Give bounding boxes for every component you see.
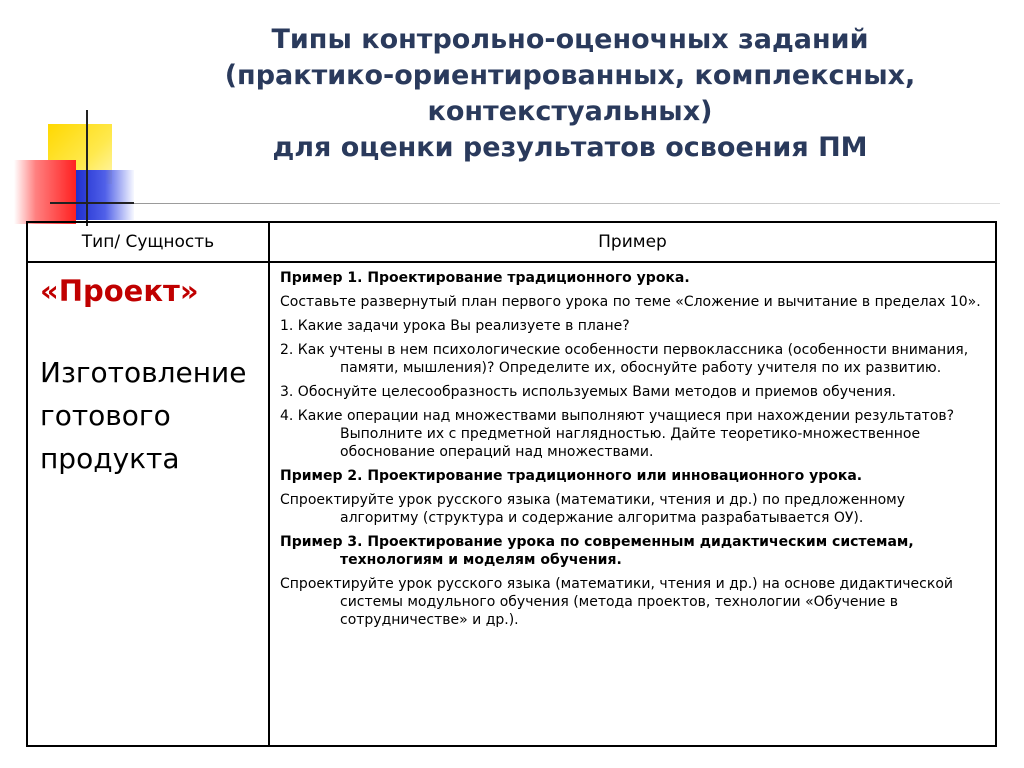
example-heading: Пример 3. Проектирование урока по современным дидактическим системам, технологиям и моделям обучения. xyxy=(280,534,914,568)
title-line-3: контекстуальных) xyxy=(427,96,713,127)
example-cell xyxy=(269,262,996,746)
logo-horizontal-line xyxy=(50,202,134,204)
type-desc-line: готового xyxy=(40,399,171,432)
example-paragraph: Спроектируйте урок русского языка (математики, чтения и др.) на основе дидактической системы модульного обучения (метода проектов, технологии «Обучение в сотрудничестве» и др.). xyxy=(280,576,953,628)
example-paragraph: 3. Обоснуйте целесообразность используемых Вами методов и приемов обучения. xyxy=(280,384,896,400)
type-desc-line: продукта xyxy=(40,442,180,475)
example-paragraph: 2. Как учтены в нем психологические особенности первоклассника (особенности внимания, памяти, мышления)? Определите их, обоснуйте работу учителя по их развитию. xyxy=(280,342,969,376)
example-paragraph: Составьте развернутый план первого урока по теме «Сложение и вычитание в пределах 10». xyxy=(280,294,981,310)
example-paragraph: Спроектируйте урок русского языка (математики, чтения и др.) по предложенному алгоритму (структура и содержание алгоритма разрабатывается ОУ). xyxy=(280,492,906,526)
table-row xyxy=(27,262,996,746)
logo-vertical-line xyxy=(86,110,88,226)
title-divider xyxy=(134,203,1000,204)
slide-title xyxy=(150,22,990,166)
type-description xyxy=(40,351,258,480)
title-line-1: Типы контрольно-оценочных заданий xyxy=(271,24,869,55)
example-heading: Пример 1. Проектирование традиционного урока. xyxy=(280,270,690,286)
title-line-4: для оценки результатов освоения ПМ xyxy=(272,132,868,163)
table-header-row xyxy=(27,222,996,262)
logo-blue-square xyxy=(76,170,134,220)
example-paragraph: 4. Какие операции над множествами выполняют учащиеся при нахождении результатов? Выполните их с предметной наглядностью. Дайте теоретико-множественное обоснование операций над множествами. xyxy=(280,408,955,460)
type-cell xyxy=(27,262,269,746)
example-paragraph: 1. Какие задачи урока Вы реализуете в плане? xyxy=(280,318,630,334)
tasks-table xyxy=(26,221,997,747)
decorative-logo xyxy=(0,100,160,220)
example-heading: Пример 2. Проектирование традиционного или инновационного урока. xyxy=(280,468,863,484)
type-name: «Проект» xyxy=(40,274,199,308)
logo-red-square xyxy=(14,160,76,224)
header-example: Пример xyxy=(269,222,996,262)
type-desc-line: Изготовление xyxy=(40,356,247,389)
title-line-2: (практико-ориентированных, комплексных, xyxy=(224,60,916,91)
header-type: Тип/ Сущность xyxy=(27,222,269,262)
